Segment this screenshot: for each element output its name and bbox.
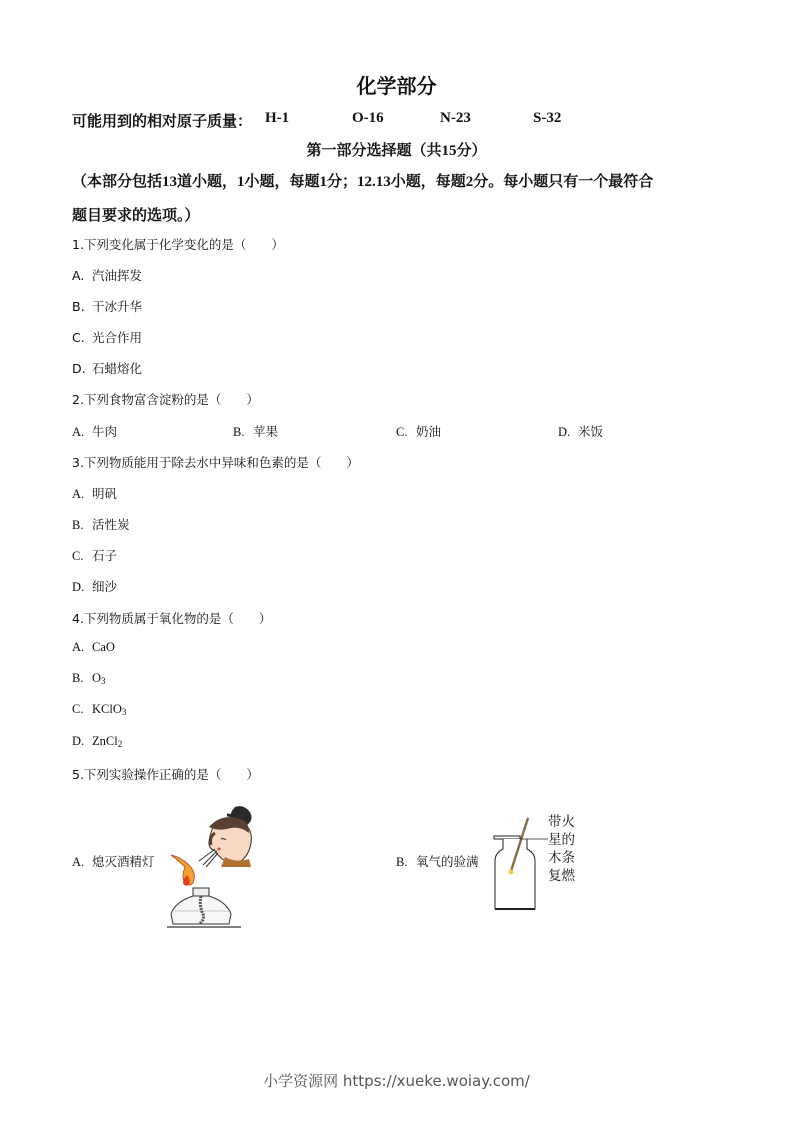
page-title: 化学部分 (356, 76, 437, 98)
option-label: D. (72, 734, 85, 748)
question-2-option-c (396, 422, 441, 440)
question-1-stem: 1.下列变化属于化学变化的是（ ） (72, 237, 284, 252)
option-text: 细沙 (92, 580, 118, 594)
option-label: D. (558, 425, 571, 439)
option-label: A. (72, 640, 85, 654)
option-text: 汽油挥发 (92, 268, 143, 283)
option-text: 苹果 (253, 425, 279, 439)
question-4-option-d (72, 734, 122, 749)
option-label: D. (72, 361, 86, 376)
formula: CaO (92, 640, 115, 654)
formula: KClO (92, 702, 122, 716)
option-text: 石蜡熔化 (92, 361, 143, 376)
option-label: B. (72, 299, 85, 314)
atomic-mass-label: 可能用到的相对原子质量： (72, 114, 253, 130)
question-3-stem: 3.下列物质能用于除去水中异味和色素的是（ ） (72, 455, 359, 470)
question-5-option-a (72, 852, 155, 870)
option-text: 米饭 (578, 425, 604, 439)
question-4-option-c (72, 702, 126, 717)
question-4-stem: 4.下列物质属于氧化物的是（ ） (72, 611, 272, 626)
splint-caption (548, 813, 578, 885)
option-label: C. (396, 425, 408, 439)
question-5-option-b (396, 852, 479, 870)
question-2-stem: 2.下列食物富含淀粉的是（ ） (72, 392, 259, 407)
option-label: C. (72, 702, 84, 716)
formula-subscript: 3 (121, 707, 127, 717)
formula: ZnCl (92, 734, 118, 748)
option-text: 石子 (92, 549, 118, 563)
option-text: 光合作用 (92, 330, 143, 345)
atomic-mass-o: O-16 (352, 110, 384, 126)
caption-line: 木条 (548, 850, 575, 866)
option-label: A. (72, 268, 85, 283)
option-label: A. (72, 855, 85, 869)
option-label: C. (72, 549, 84, 563)
atomic-mass-h: H-1 (265, 110, 290, 126)
footer-watermark: 小学资源网 https://xueke.woiay.com/ (263, 1072, 530, 1090)
option-label: B. (396, 855, 408, 869)
question-4-option-b (72, 671, 106, 686)
option-label: C. (72, 330, 85, 345)
question-3-option-c (72, 546, 117, 564)
question-5-stem: 5.下列实验操作正确的是（ ） (72, 767, 259, 782)
instructions-line-1: （本部分包括13道小题，1小题，每题1分；12.13小题，每题2分。每小题只有一个最符合 (72, 174, 654, 190)
option-text: 奶油 (416, 425, 442, 439)
option-text: 干冰升华 (92, 299, 143, 314)
question-2-option-b (233, 422, 278, 440)
formula-subscript: 2 (117, 739, 123, 749)
question-3-option-a (72, 484, 117, 502)
atomic-mass-s: S-32 (533, 110, 562, 126)
question-4-option-a (72, 640, 115, 655)
caption-line: 复燃 (548, 868, 575, 884)
alcohol-lamp-figure (165, 805, 265, 930)
option-text: 明矾 (92, 487, 118, 501)
question-1-option-a (72, 266, 142, 284)
question-3-option-d (72, 577, 117, 595)
option-label: B. (72, 671, 84, 685)
question-1-option-c (72, 328, 142, 346)
option-label: A. (72, 487, 85, 501)
question-2-option-a (72, 422, 117, 440)
atomic-mass-n: N-23 (440, 110, 471, 126)
caption-line: 带火 (548, 814, 575, 830)
section-title: 第一部分选择题（共15分） (306, 143, 487, 159)
option-label: B. (233, 425, 245, 439)
option-label: D. (72, 580, 85, 594)
question-2-option-d (558, 422, 603, 440)
option-text: 氧气的验满 (416, 855, 479, 869)
question-1-option-b (72, 297, 142, 315)
gas-bottle-figure (490, 815, 550, 915)
formula-subscript: 3 (101, 676, 106, 686)
formula: O (92, 671, 102, 685)
caption-line: 星的 (548, 832, 575, 848)
option-text: 熄灭酒精灯 (92, 855, 155, 869)
question-3-option-b (72, 515, 130, 533)
question-1-option-d (72, 359, 142, 377)
option-label: B. (72, 518, 84, 532)
option-label: A. (72, 425, 85, 439)
option-text: 牛肉 (92, 425, 118, 439)
instructions-line-2: 题目要求的选项。） (72, 208, 200, 224)
option-text: 活性炭 (92, 518, 130, 532)
